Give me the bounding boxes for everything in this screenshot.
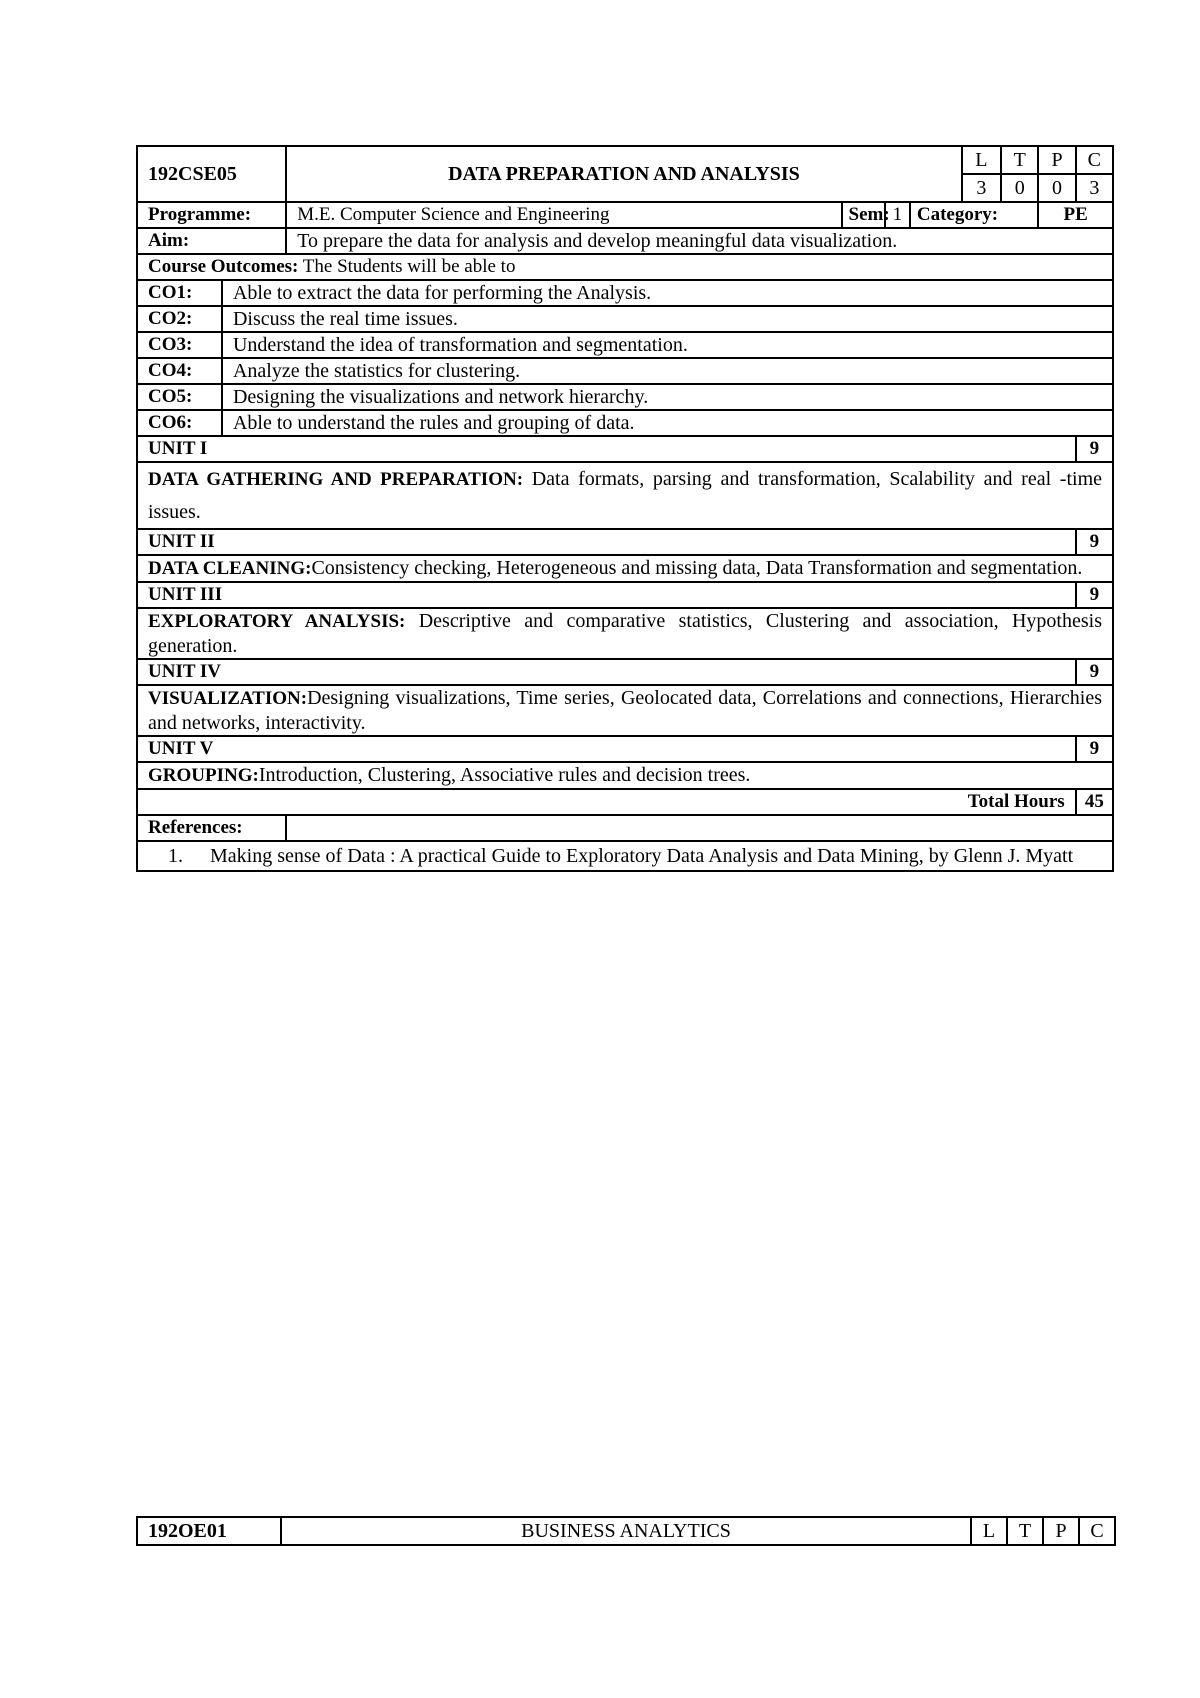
sem-label: Sem: — [842, 202, 886, 228]
unit-content-row — [137, 555, 1113, 582]
references-label: References: — [137, 815, 286, 841]
unit-name: UNIT II — [137, 529, 1076, 555]
unit-hours: 9 — [1076, 436, 1113, 462]
unit-header-row — [137, 529, 1113, 555]
unit-content — [137, 608, 1113, 659]
unit-header-row — [137, 659, 1113, 685]
unit-header-row — [137, 582, 1113, 608]
outcome-row — [137, 358, 1113, 384]
next-ltpc-header-c: C — [1079, 1517, 1115, 1545]
unit-body: Data formats, parsing and transformation, Scalability and real -time issues. — [148, 468, 1103, 523]
unit-heading: VISUALIZATION: — [148, 688, 308, 709]
ltpc-value-c: 3 — [1076, 174, 1113, 202]
outcome-code: CO5: — [137, 384, 222, 410]
course-title: DATA PREPARATION AND ANALYSIS — [286, 146, 962, 202]
unit-name: UNIT I — [137, 436, 1076, 462]
unit-content-row — [137, 685, 1113, 736]
outcome-text: Discuss the real time issues. — [222, 306, 1113, 332]
next-course-code: 192OE01 — [137, 1517, 281, 1545]
outcome-row — [137, 280, 1113, 306]
ltpc-header-p: P — [1038, 146, 1075, 174]
ltpc-value-t: 0 — [1001, 174, 1038, 202]
references-list — [137, 841, 1113, 871]
outcome-code: CO6: — [137, 410, 222, 436]
unit-content-row — [137, 462, 1113, 529]
outcome-text: Designing the visualizations and network hierarchy. — [222, 384, 1113, 410]
outcome-row — [137, 332, 1113, 358]
outcome-code: CO1: — [137, 280, 222, 306]
outcome-code: CO3: — [137, 332, 222, 358]
references-blank — [286, 815, 1113, 841]
unit-hours: 9 — [1076, 529, 1113, 555]
aim-label: Aim: — [137, 228, 286, 254]
outcome-row — [137, 384, 1113, 410]
unit-hours: 9 — [1076, 736, 1113, 762]
unit-name: UNIT III — [137, 582, 1076, 608]
unit-content-row — [137, 762, 1113, 789]
reference-item — [148, 844, 1102, 868]
unit-content — [137, 685, 1113, 736]
category-value: PE — [1038, 202, 1113, 228]
ltpc-value-p: 0 — [1038, 174, 1075, 202]
unit-hours: 9 — [1076, 659, 1113, 685]
unit-content — [137, 555, 1113, 582]
ltpc-header-t: T — [1001, 146, 1038, 174]
sem-value: 1 — [885, 202, 910, 228]
reference-number: 1. — [168, 845, 183, 867]
outcome-row — [137, 306, 1113, 332]
unit-header-row — [137, 436, 1113, 462]
total-hours-value: 45 — [1076, 789, 1113, 815]
unit-header-row — [137, 736, 1113, 762]
course-outcomes-intro: The Students will be able to — [298, 256, 516, 277]
outcome-text: Able to extract the data for performing the Analysis. — [222, 280, 1113, 306]
unit-body: Designing visualizations, Time series, Geolocated data, Correlations and connections, Hierarchies and networks, interactivity. — [148, 687, 1102, 734]
course-code: 192CSE05 — [137, 146, 286, 202]
programme-value: M.E. Computer Science and Engineering — [286, 202, 841, 228]
unit-content — [137, 462, 1113, 529]
unit-heading: GROUPING: — [148, 765, 259, 786]
unit-name: UNIT IV — [137, 659, 1076, 685]
unit-body: Consistency checking, Heterogeneous and missing data, Data Transformation and segmentation. — [311, 557, 1083, 579]
unit-content — [137, 762, 1113, 789]
unit-content-row — [137, 608, 1113, 659]
outcome-code: CO2: — [137, 306, 222, 332]
total-hours-label: Total Hours — [137, 789, 1076, 815]
course-table — [136, 145, 1114, 872]
next-course-title: BUSINESS ANALYTICS — [281, 1517, 971, 1545]
unit-heading: EXPLORATORY ANALYSIS: — [148, 611, 406, 632]
unit-heading: DATA GATHERING AND PREPARATION: — [148, 469, 524, 490]
next-ltpc-header-t: T — [1007, 1517, 1043, 1545]
outcome-text: Able to understand the rules and grouping of data. — [222, 410, 1113, 436]
next-ltpc-header-p: P — [1043, 1517, 1079, 1545]
next-ltpc-header-l: L — [971, 1517, 1007, 1545]
outcome-row — [137, 410, 1113, 436]
aim-value: To prepare the data for analysis and develop meaningful data visualization. — [286, 228, 1113, 254]
unit-name: UNIT V — [137, 736, 1076, 762]
outcome-text: Analyze the statistics for clustering. — [222, 358, 1113, 384]
ltpc-header-l: L — [962, 146, 1001, 174]
course-outcomes-header — [137, 254, 1113, 280]
programme-label: Programme: — [137, 202, 286, 228]
ltpc-header-c: C — [1076, 146, 1113, 174]
unit-body: Descriptive and comparative statistics, Clustering and association, Hypothesis generation. — [148, 610, 1102, 657]
next-course-table — [136, 1516, 1116, 1546]
category-label: Category: — [910, 202, 1039, 228]
unit-hours: 9 — [1076, 582, 1113, 608]
ltpc-value-l: 3 — [962, 174, 1001, 202]
reference-text: Making sense of Data : A practical Guide to Exploratory Data Analysis and Data Mining, by Glenn J. Myatt — [210, 845, 1074, 867]
outcome-code: CO4: — [137, 358, 222, 384]
outcome-text: Understand the idea of transformation and segmentation. — [222, 332, 1113, 358]
unit-heading: DATA CLEANING: — [148, 558, 312, 579]
unit-body: Introduction, Clustering, Associative rules and decision trees. — [258, 764, 751, 786]
course-outcomes-label: Course Outcomes: — [148, 256, 299, 277]
